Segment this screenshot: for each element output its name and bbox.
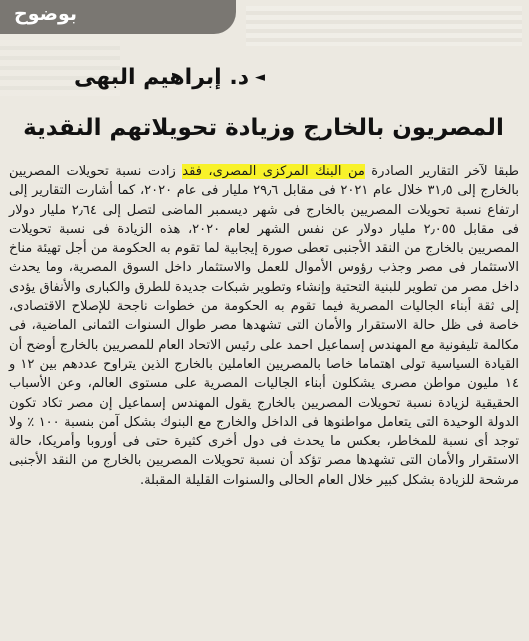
column-label: بوضوح (14, 3, 78, 25)
author-name: د. إبراهيم البهى (73, 64, 249, 90)
bleed-through-text-top (246, 6, 522, 46)
column-tab (0, 0, 236, 34)
article-headline: المصريون بالخارج وزيادة تحويلاتهم النقدية (23, 115, 504, 141)
author-byline (74, 62, 269, 92)
intro-text: طبقا لآخر التقارير الصادرة (364, 164, 519, 179)
highlighted-text: من البنك المركزى المصرى، فقد (182, 164, 365, 179)
article-body (9, 162, 519, 490)
body-text: زادت نسبة تحويلات المصريين بالخارج إلى ٣١٫٥ خلال عام ٢٠٢١ فى مقابل ٢٩٫٦ مليار فى عام ٢٠٢٠، كما أشارت التقارير إلى ارتفاع نسبة تحويلات المصريين بالخارج فى شهر ديسمبر الماضى لتصل إلى ٢٫٦٤ مليار دولار فى مقابل ٢٫٠٥٥ مليار دولار عن نفس الشهر لعام ٢٠٢٠، هذه الزيادة فى نسبة تحويلات المصريين بالخارج من النقد الأجنبى تعطى صورة إيجابية لما تقوم به الحكومة من أجل تهيئة مناخ الاستثمار فى مصر وجذب رؤوس الأموال للعمل والاستثمار داخل السوق المصرية، وما يحدث داخل مصر من تطوير للبنية التحتية وإنشاء وتطوير شبكات جديدة للطرق والكبارى والأنفاق يؤدى إلى ثقة أبناء الجاليات المصرية فيما تقوم به الحكومة من خطوات ناجحة للإصلاح الاقتصادى، خاصة فى ظل حالة الاستقرار والأمان التى تشهدها مصر طوال السنوات الثمانى الماضية، فى مكالمة تليفونية مع المهندس إسماعيل احمد على رئيس الاتحاد العام للمصريين بالخارج أوضح أن القيادة السياسية تولى اهتماما خاصا بالمصريين العاملين بالخارج الذين يتراوح عددهم بين ١٢ و ١٤ مليون مواطن مصرى يشكلون أبناء الجاليات المصرية على مستوى العالم، وعن الأسباب الحقيقية لزيادة نسبة تحويلات المصريين بالخارج يقول المهندس إسماعيل إن مصر تكاد تكون الدولة الوحيدة التى يتعامل مواطنوها فى الداخل والخارج مع البنوك بشكل آمن بنسبة ١٠٠ ٪ ولا توجد أى نسبة للمخاطر، بعكس ما يحدث فى دول أخرى كثيرة حتى فى أوروبا وأمريكا، حالة الاستقرار والأمان التى تشهدها مصر تؤكد أن نسبة تحويلات المصريين بالخارج من النقد الأجنبى مرشحة للزيادة بشكل كبير خلال العام الحالى والسنوات القليلة المقبلة. (9, 164, 520, 488)
triangle-pointer-icon: ◄ (255, 69, 265, 85)
